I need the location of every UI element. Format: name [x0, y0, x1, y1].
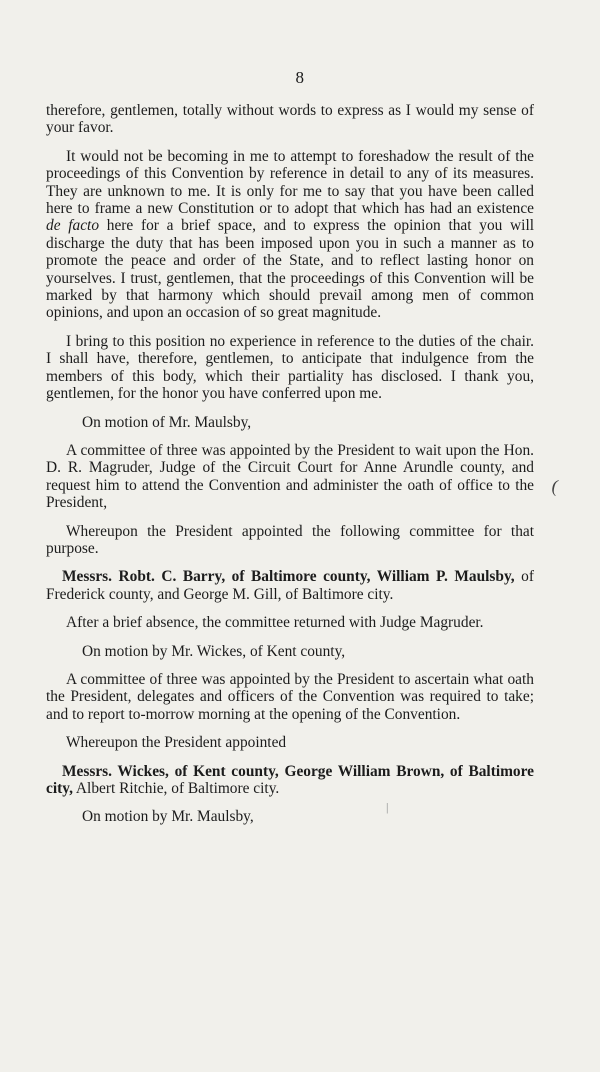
- committee-members-1-rest: of Frederick county, and George M. Gill, of Baltimore city.: [46, 568, 534, 603]
- paragraph-chair-experience: I bring to this position no experience in reference to the duties of the chair. I shall have, therefore, gentlemen, to anticipate that indulgence from the members of this body, which their partiality has disclosed. I thank you, gentlemen, for the honor you have conferred upon me.: [46, 332, 534, 403]
- paragraph-committee-magruder: A committee of three was appointed by the President to wait upon the Hon. D. R. Magruder, Judge of the Circuit Court for Anne Arundle county, and request him to attend the Convention and administer the oath of office to the President,: [46, 441, 534, 512]
- motion-maulsby-2: On motion by Mr. Maulsby,: [82, 808, 254, 826]
- margin-tick-mark: |: [386, 800, 389, 814]
- paragraph-convention-purpose: [46, 148, 534, 322]
- committee-members-1-lead: Messrs. Robt. C. Barry, of Baltimore county, William P. Maulsby,: [62, 568, 515, 586]
- page-number: 8: [295, 68, 305, 87]
- paragraph-committee-oath: A committee of three was appointed by the President to ascertain what oath the President, delegates and officers of the Convention was required to take; and to report to-morrow morning at the opening of the Convention.: [46, 670, 534, 723]
- motion-wickes: On motion by Mr. Wickes, of Kent county,: [82, 642, 346, 660]
- margin-pencil-mark: (: [550, 475, 561, 497]
- paragraph-committee-members-2: [46, 763, 534, 798]
- committee-members-2-rest: Albert Ritchie, of Baltimore city.: [72, 780, 280, 797]
- committee-members-2-lead: Messrs. Wickes, of Kent county, George William Brown, of Baltimore city,: [46, 762, 534, 797]
- paragraph-president-appointed-2: Whereupon the President appointed: [66, 734, 287, 752]
- body-text: [46, 102, 534, 837]
- paragraph-convention-purpose-part1: It would not be becoming in me to attempt to foreshadow the result of the proceedings of this Convention by reference in detail to any of its measures. They are unknown to me. It is only for me to say that you have been called here to frame a new Constitution or to adopt that which has had an existence: [46, 147, 534, 218]
- paragraph-continuation: therefore, gentlemen, totally without words to express as I would my sense of your favor.: [46, 102, 534, 137]
- paragraph-president-appointed: Whereupon the President appointed the following committee for that purpose.: [46, 522, 534, 557]
- motion-maulsby-1: On motion of Mr. Maulsby,: [82, 413, 252, 431]
- paragraph-committee-members-1: [46, 568, 534, 603]
- paragraph-committee-returned: After a brief absence, the committee returned with Judge Magruder.: [66, 614, 484, 632]
- paragraph-convention-purpose-part2: here for a brief space, and to express the opinion that you will discharge the duty that has been imposed upon you in such a manner as to promote the peace and order of the State, and to reflect lasting honor on yourselves. I trust, gentlemen, that the proceedings of this Convention will be marked by that harmony which should prevail among men of common opinions, and upon an occasion of so great magnitude.: [46, 217, 534, 322]
- de-facto-italic: de facto: [46, 217, 100, 235]
